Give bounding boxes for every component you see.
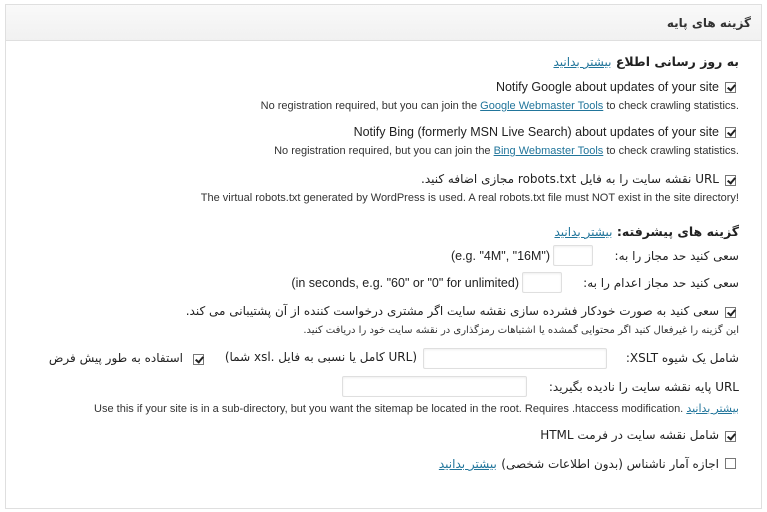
bing-desc-before: No registration required, but you can join the <box>274 145 494 157</box>
panel-header <box>6 5 761 41</box>
html-format-checkbox[interactable] <box>725 431 736 442</box>
anonymous-stats-learn-more-link[interactable]: بیشتر بدانید <box>438 457 497 471</box>
xslt-default-label: استفاده به طور پیش فرض <box>48 351 183 365</box>
google-desc-before: No registration required, but you can join the <box>260 100 481 112</box>
robots-txt-checkbox[interactable] <box>725 175 736 186</box>
robots-txt-description: The virtual robots.txt generated by WordPress is used. A real robots.txt file must NOT exist in the site directory! <box>200 192 739 204</box>
anonymous-stats-checkbox[interactable] <box>725 458 736 469</box>
memory-limit-label: سعی کنید حد مجاز را به: <box>614 249 739 263</box>
gzip-checkbox[interactable] <box>725 307 736 318</box>
base-url-description <box>94 402 739 415</box>
panel-title: گزینه های پایه <box>666 16 751 30</box>
notify-google-label: Notify Google about updates of your site <box>495 80 719 94</box>
google-webmaster-tools-link[interactable]: Google Webmaster Tools <box>480 100 604 112</box>
xslt-hint: (URL کامل یا نسبی به فایل .xsl شما) <box>224 350 417 364</box>
advanced-learn-more-link[interactable]: بیشتر بدانید <box>554 225 613 239</box>
update-learn-more-link[interactable]: بیشتر بدانید <box>553 55 612 69</box>
advanced-section-title: گزینه های پیشرفته: <box>616 224 739 239</box>
execution-time-input[interactable] <box>522 272 562 293</box>
execution-time-hint: (in seconds, e.g. "60" or "0" for unlimited) <box>291 276 519 290</box>
bing-webmaster-tools-link[interactable]: Bing Webmaster Tools <box>493 145 604 157</box>
notify-google-checkbox[interactable] <box>725 82 736 93</box>
base-url-input[interactable] <box>342 376 527 397</box>
xslt-label: شامل یک شیوه XSLT: <box>625 351 739 365</box>
base-url-label: URL پایه نقشه سایت را نادیده بگیرید: <box>548 380 739 394</box>
advanced-section-header <box>554 223 739 241</box>
notify-bing-label: Notify Bing (formerly MSN Live Search) about updates of your site <box>353 125 719 139</box>
update-section-title: به روز رسانی اطلاع <box>615 54 739 69</box>
notify-bing-checkbox[interactable] <box>725 127 736 138</box>
base-url-learn-more-link[interactable]: بیشتر بدانید <box>686 403 739 415</box>
memory-limit-input[interactable] <box>553 245 593 266</box>
update-section-header <box>553 53 739 71</box>
robots-txt-label: URL نقشه سایت را به فایل robots.txt مجازی اضافه کنید. <box>421 172 719 186</box>
memory-limit-hint: (e.g. "4M", "16M") <box>450 249 550 263</box>
execution-time-label: سعی کنید حد مجاز اعدام را به: <box>583 276 739 290</box>
notify-google-description <box>261 100 739 112</box>
gzip-label: سعی کنید به صورت خودکار فشرده سازی نقشه سایت اگر مشتری درخواست کننده از آن پشتیبانی می کند. <box>185 304 719 318</box>
xslt-default-checkbox[interactable] <box>193 354 204 365</box>
html-format-label: شامل نقشه سایت در فرمت HTML <box>540 428 719 442</box>
xslt-input[interactable] <box>423 348 607 369</box>
bing-desc-after: to check crawling statistics. <box>603 145 739 157</box>
anonymous-stats-label: اجازه آمار ناشناس (بدون اطلاعات شخصی) <box>501 457 719 471</box>
notify-bing-description <box>274 145 739 157</box>
base-url-desc-text: Use this if your site is in a sub-directory, but you want the sitemap be located in the root. Requires .htaccess modification. <box>94 403 684 415</box>
anonymous-stats-row <box>439 455 719 473</box>
google-desc-after: to check crawling statistics. <box>603 100 739 112</box>
gzip-description: این گزینه را غیرفعال کنید اگر محتوایی گمشده یا اشتباهات رمزگذاری در نقشه سایت خود را دریافت کنید. <box>303 325 739 336</box>
